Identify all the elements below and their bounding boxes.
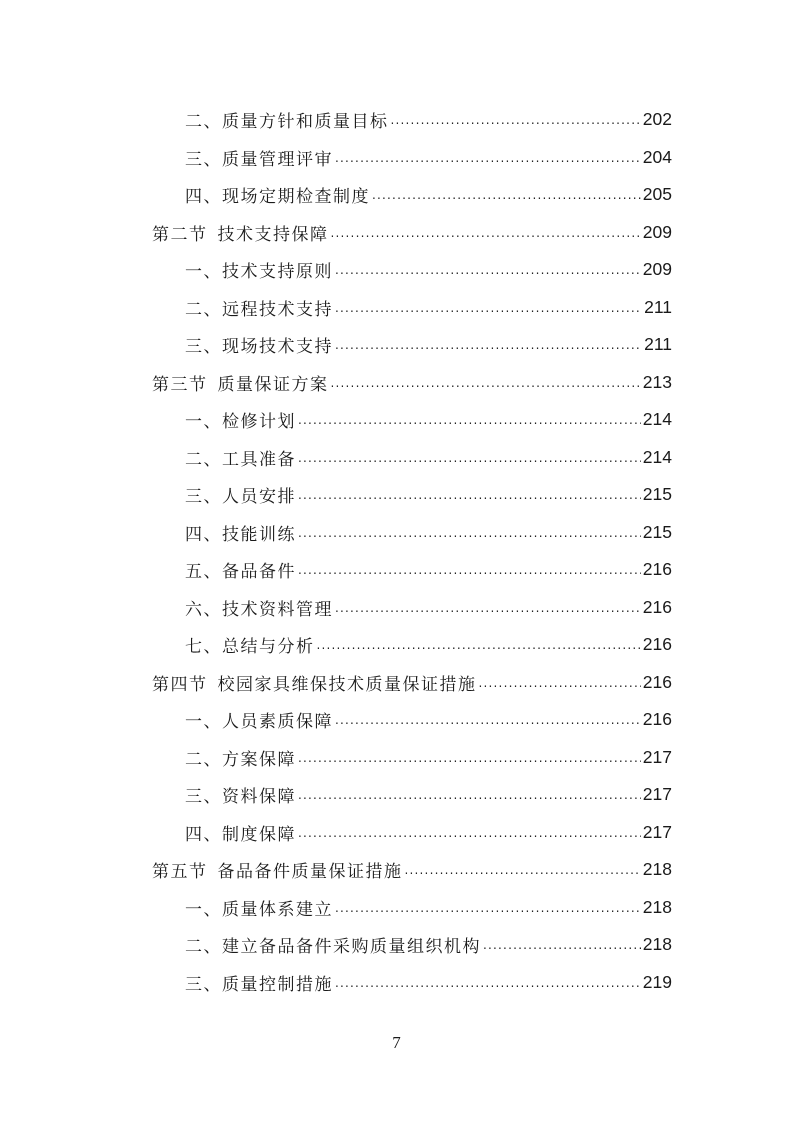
toc-section-number: 第二节 <box>152 224 208 245</box>
toc-page-number: 217 <box>642 784 672 804</box>
toc-entry[interactable] <box>185 551 672 588</box>
dot-leader <box>479 674 641 691</box>
dot-leader <box>298 524 641 541</box>
toc-page-number: 217 <box>642 821 672 842</box>
toc-entry[interactable] <box>185 439 672 476</box>
dot-leader <box>298 749 641 766</box>
dot-leader <box>298 786 641 803</box>
dot-leader <box>298 449 641 466</box>
toc-section-entry[interactable] <box>152 664 672 701</box>
toc-page-number: 215 <box>642 484 672 504</box>
dot-leader <box>335 299 642 316</box>
toc-entry-title: 四、技能训练 <box>185 524 296 545</box>
toc-entry[interactable] <box>185 101 672 138</box>
dot-leader <box>335 711 641 728</box>
toc-page-number: 211 <box>644 296 672 317</box>
toc-entry[interactable] <box>185 889 672 926</box>
dot-leader <box>335 261 641 278</box>
toc-page-number: 215 <box>642 521 672 542</box>
dot-leader <box>331 374 641 391</box>
toc-entry-title: 四、现场定期检查制度 <box>185 187 370 207</box>
toc-page-number: 216 <box>642 671 672 692</box>
toc-entry-title: 二、工具准备 <box>185 449 296 470</box>
toc-entry-title: 三、资料保障 <box>185 787 296 807</box>
dot-leader <box>298 486 641 503</box>
toc-entry[interactable] <box>185 289 672 326</box>
toc-entry-title: 二、远程技术支持 <box>185 299 333 320</box>
dot-leader <box>405 861 641 878</box>
toc-entry[interactable] <box>185 476 672 513</box>
toc-entry-title: 三、质量控制措施 <box>185 974 333 995</box>
toc-entry-title: 五、备品备件 <box>185 562 296 582</box>
toc-entry-title: 二、质量方针和质量目标 <box>185 112 389 132</box>
toc-page-number: 209 <box>642 221 672 242</box>
dot-leader <box>391 111 641 128</box>
toc-section-title: 技术支持保障 <box>217 224 329 245</box>
toc-entry-title: 二、建立备品备件采购质量组织机构 <box>185 937 481 957</box>
dot-leader <box>298 824 641 841</box>
toc-page-number: 218 <box>642 934 672 954</box>
toc-section-number: 第三节 <box>152 374 208 395</box>
toc-entry[interactable] <box>185 139 672 176</box>
toc-section-entry[interactable] <box>152 851 672 888</box>
toc-entry[interactable] <box>185 326 672 363</box>
toc-page-number: 213 <box>642 371 672 392</box>
toc-entry[interactable] <box>185 401 672 438</box>
toc-entry-title: 三、人员安排 <box>185 487 296 507</box>
toc-entry[interactable] <box>185 739 672 776</box>
toc-entry-title <box>152 857 403 882</box>
toc-entry-title <box>152 670 477 695</box>
toc-entry-title: 一、检修计划 <box>185 412 296 432</box>
page-number: 7 <box>392 1033 401 1052</box>
toc-entry[interactable] <box>185 701 672 738</box>
dot-leader <box>298 411 641 428</box>
toc-section-entry[interactable] <box>152 364 672 401</box>
toc-entry-title: 三、现场技术支持 <box>185 337 333 357</box>
toc-entry-title <box>152 370 329 395</box>
toc-section-title: 质量保证方案 <box>217 374 329 395</box>
toc-entry-title: 一、人员素质保障 <box>185 712 333 732</box>
toc-page-number: 216 <box>642 596 672 617</box>
toc-entry-title: 三、质量管理评审 <box>185 149 333 170</box>
toc-entry[interactable] <box>185 626 672 663</box>
toc-entry-title: 二、方案保障 <box>185 749 296 770</box>
dot-leader <box>372 186 641 203</box>
toc-entry[interactable] <box>185 589 672 626</box>
toc-page-number: 211 <box>644 334 672 354</box>
dot-leader <box>335 974 641 991</box>
toc-page-number: 216 <box>642 709 672 729</box>
toc-entry[interactable] <box>185 514 672 551</box>
toc-page-number: 218 <box>642 859 672 879</box>
dot-leader <box>335 599 641 616</box>
toc-page-number: 202 <box>642 109 672 129</box>
toc-page-number: 217 <box>642 746 672 767</box>
dot-leader <box>335 899 641 916</box>
toc-entry-title: 一、质量体系建立 <box>185 899 333 920</box>
toc-page-number: 214 <box>642 446 672 467</box>
toc-entry-title <box>152 220 329 245</box>
toc-page-number: 216 <box>642 559 672 579</box>
toc-section-number: 第五节 <box>152 862 208 882</box>
toc-entry[interactable] <box>185 964 672 1001</box>
toc-page-number: 219 <box>642 971 672 992</box>
toc-page-number: 209 <box>642 259 672 279</box>
toc-entry[interactable] <box>185 251 672 288</box>
toc-entry-title: 一、技术支持原则 <box>185 262 333 282</box>
toc-entry-title: 七、总结与分析 <box>185 637 315 657</box>
toc-entry[interactable] <box>185 814 672 851</box>
dot-leader <box>483 936 641 953</box>
dot-leader <box>335 336 642 353</box>
dot-leader <box>335 149 641 166</box>
toc-page-number: 205 <box>642 184 672 204</box>
dot-leader <box>317 636 641 653</box>
toc-entry[interactable] <box>185 926 672 963</box>
toc-entry[interactable] <box>185 776 672 813</box>
toc-section-number: 第四节 <box>152 674 208 695</box>
toc-entry-title: 六、技术资料管理 <box>185 599 333 620</box>
dot-leader <box>331 224 641 241</box>
toc-page-number: 214 <box>642 409 672 429</box>
dot-leader <box>298 561 641 578</box>
toc-page-number: 204 <box>642 146 672 167</box>
toc-page-number: 218 <box>642 896 672 917</box>
toc-section-entry[interactable] <box>152 214 672 251</box>
toc-entry-title: 四、制度保障 <box>185 824 296 845</box>
toc-entry[interactable] <box>185 176 672 213</box>
toc-section-title: 校园家具维保技术质量保证措施 <box>217 674 477 695</box>
toc-section-title: 备品备件质量保证措施 <box>217 862 403 882</box>
toc-page-number: 216 <box>642 634 672 654</box>
